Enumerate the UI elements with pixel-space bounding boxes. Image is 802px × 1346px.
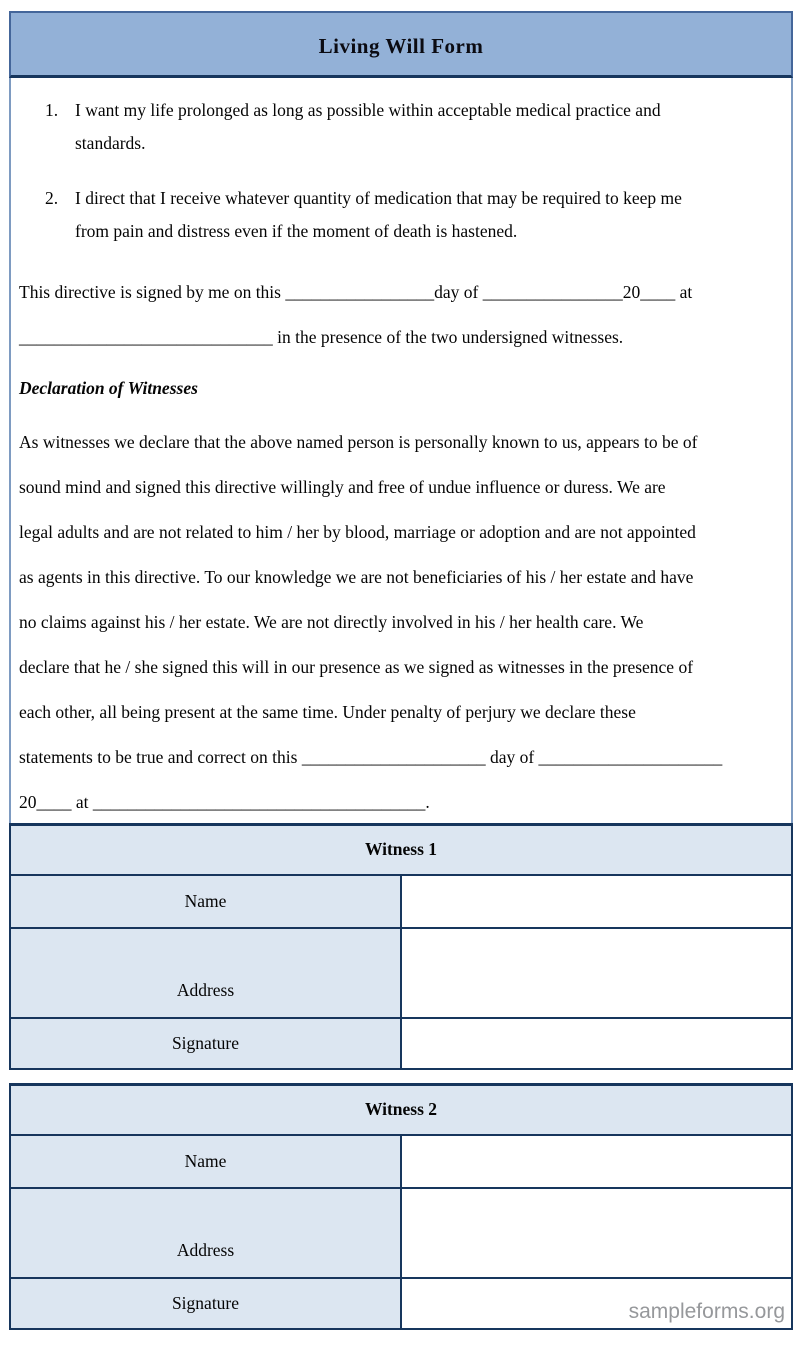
declaration-of-witnesses-heading: Declaration of Witnesses bbox=[19, 378, 198, 398]
list-item-2-line-1: I direct that I receive whatever quantity of medication that may be required to keep me bbox=[75, 188, 682, 208]
witness-2-name-label: Name bbox=[10, 1135, 401, 1188]
declaration-line-9: 20____ at ______________________________________. bbox=[19, 792, 430, 812]
witness-1-title: Witness 1 bbox=[10, 825, 792, 875]
directive-signing-line-2: _____________________________ in the presence of the two undersigned witnesses. bbox=[19, 327, 624, 347]
witness-1-address-input-cell[interactable] bbox=[401, 928, 792, 1018]
declaration-line-2: sound mind and signed this directive willingly and free of undue influence or duress. We are bbox=[19, 477, 666, 497]
page-title: Living Will Form bbox=[318, 33, 484, 58]
witness-1-name-input-cell[interactable] bbox=[401, 875, 792, 928]
witness-2-address-label: Address bbox=[10, 1188, 401, 1278]
witness-2-title: Witness 2 bbox=[10, 1085, 792, 1135]
declaration-line-8: statements to be true and correct on this _____________________ day of _____________________ bbox=[19, 747, 723, 767]
witness-2-address-input-cell[interactable] bbox=[401, 1188, 792, 1278]
witness-1-signature-input-cell[interactable] bbox=[401, 1018, 792, 1069]
declaration-line-6: declare that he / she signed this will in our presence as we signed as witnesses in the presence of bbox=[19, 657, 694, 677]
declaration-line-7: each other, all being present at the same time. Under penalty of perjury we declare these bbox=[19, 702, 636, 722]
list-item-1-number: 1. bbox=[45, 100, 59, 120]
list-item-1-line-1: I want my life prolonged as long as possible within acceptable medical practice and bbox=[75, 100, 661, 120]
witness-declaration-paragraph bbox=[11, 420, 791, 823]
declaration-line-5: no claims against his / her estate. We are not directly involved in his / her health care. We bbox=[19, 612, 644, 632]
list-item-1 bbox=[45, 94, 781, 160]
witness-2-signature-input-cell[interactable] bbox=[401, 1278, 792, 1329]
witness-1-name-label: Name bbox=[10, 875, 401, 928]
witness-2-signature-label: Signature bbox=[10, 1278, 401, 1329]
witness-1-signature-label: Signature bbox=[10, 1018, 401, 1069]
declaration-line-1: As witnesses we declare that the above named person is personally known to us, appears to be of bbox=[19, 432, 698, 452]
witness-1-table bbox=[9, 823, 793, 1070]
witness-2-table bbox=[9, 1083, 793, 1330]
sampleforms-watermark: sampleforms.org bbox=[628, 1299, 785, 1323]
form-header-bar bbox=[9, 11, 793, 78]
list-item-2 bbox=[45, 182, 781, 248]
witness-2-name-input-cell[interactable] bbox=[401, 1135, 792, 1188]
declaration-line-4: as agents in this directive. To our knowledge we are not beneficiaries of his / her estate and have bbox=[19, 567, 694, 587]
list-item-2-number: 2. bbox=[45, 188, 59, 208]
form-body-box bbox=[9, 78, 793, 823]
directive-signing-line-1: This directive is signed by me on this _________________day of ________________20____ at bbox=[19, 282, 693, 302]
directive-numbered-list bbox=[45, 94, 781, 248]
declaration-line-3: legal adults and are not related to him / her by blood, marriage or adoption and are not appointed bbox=[19, 522, 696, 542]
list-item-1-line-2: standards. bbox=[75, 133, 146, 153]
directive-signing-paragraph bbox=[11, 270, 791, 360]
list-item-2-line-2: from pain and distress even if the moment of death is hastened. bbox=[75, 221, 518, 241]
witness-1-address-label: Address bbox=[10, 928, 401, 1018]
